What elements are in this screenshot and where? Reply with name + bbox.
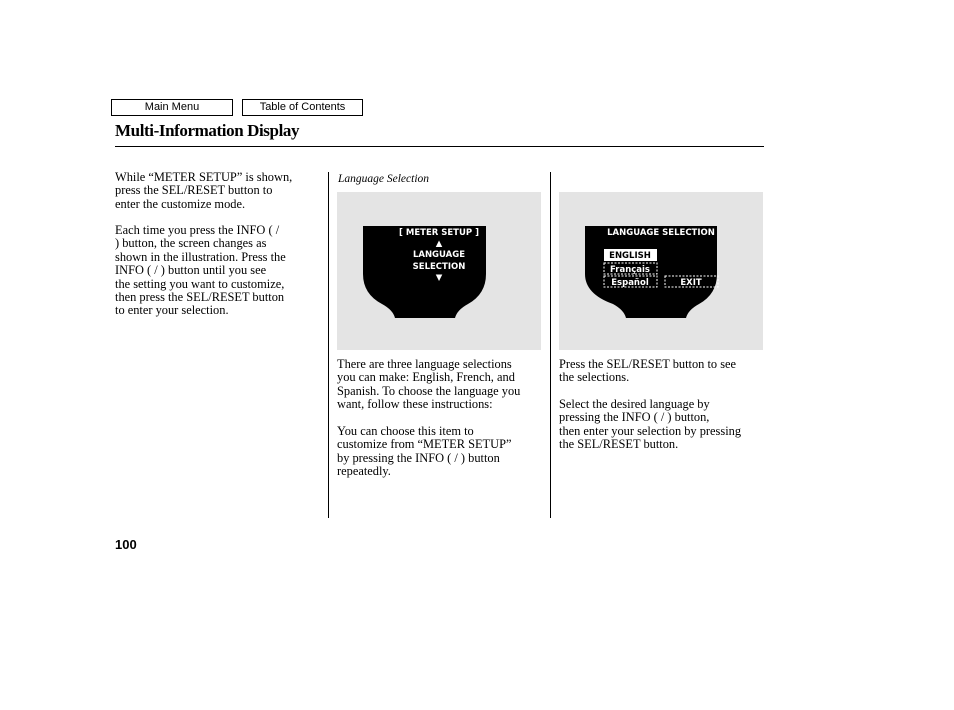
column-divider-right bbox=[550, 172, 551, 518]
table-of-contents-button[interactable]: Table of Contents bbox=[242, 99, 363, 116]
down-arrow-icon: ▼ bbox=[435, 273, 443, 283]
option-espanol: Español bbox=[611, 278, 649, 288]
lcd-line-language: LANGUAGE bbox=[412, 250, 466, 260]
main-menu-button[interactable]: Main Menu bbox=[111, 99, 233, 116]
up-arrow-icon: ▲ bbox=[435, 239, 443, 249]
lcd-line-selection: SELECTION bbox=[412, 262, 466, 272]
column-divider-left bbox=[328, 172, 329, 518]
page-title: Multi-Information Display bbox=[115, 121, 300, 140]
page-number: 100 bbox=[115, 537, 137, 552]
option-english: ENGLISH bbox=[609, 251, 651, 261]
lcd-screen bbox=[585, 226, 717, 318]
right-paragraph-2: Select the desired language by pressing the INFO ( / ) button, then enter your selection by pressing the SEL/RESET button. bbox=[559, 397, 742, 452]
right-paragraph-1: Press the SEL/RESET button to see the selections. bbox=[559, 357, 737, 385]
lcd-header: [ METER SETUP ] bbox=[399, 228, 479, 238]
lcd-screen bbox=[363, 226, 486, 318]
meter-setup-illustration bbox=[337, 192, 541, 350]
left-paragraph-2: Each time you press the INFO ( / ) button, the screen changes as shown in the illustration. Press the INFO ( / ) button until you see the setting you want to customize, then press the SEL/RESET button to enter your selection. bbox=[115, 223, 286, 318]
figure-caption: Language Selection bbox=[338, 173, 430, 185]
left-paragraph-1: While “METER SETUP” is shown, press the SEL/RESET button to enter the customize mode. bbox=[115, 170, 293, 211]
title-rule bbox=[115, 146, 764, 147]
middle-paragraph-1: There are three language selections you can make: English, French, and Spanish. To choose the language you want, follow these instructions: bbox=[337, 357, 521, 412]
lcd-header: LANGUAGE SELECTION bbox=[607, 228, 715, 238]
middle-paragraph-2: You can choose this item to customize from “METER SETUP” by pressing the INFO ( / ) button repeatedly. bbox=[337, 424, 512, 479]
language-selection-illustration bbox=[559, 192, 763, 350]
option-francais: Français bbox=[610, 265, 650, 275]
option-exit: EXIT bbox=[680, 278, 702, 288]
